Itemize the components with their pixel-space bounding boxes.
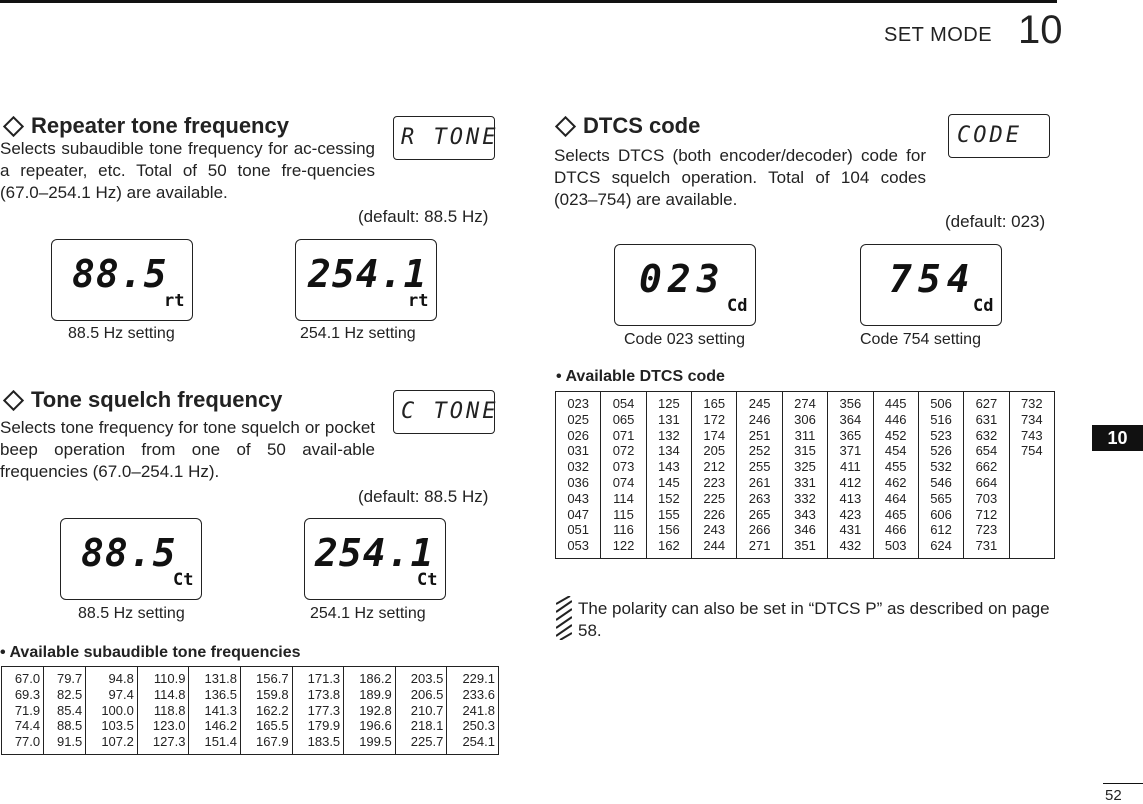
table-cell: 506: [930, 396, 952, 411]
table-cell: 244: [703, 538, 726, 554]
table-cell: 454: [884, 443, 907, 459]
table-cell: 192.8: [359, 702, 392, 718]
table-cell: 723: [975, 522, 998, 538]
table-cell: 364: [839, 411, 862, 427]
table-cell: 516: [930, 411, 952, 427]
table-column: [782, 392, 827, 559]
table-cell: 627: [975, 396, 998, 411]
chapter-tab: 10: [1092, 425, 1143, 451]
table-cell: 271: [748, 538, 771, 554]
table-column: [873, 392, 918, 559]
table-column: [918, 392, 963, 559]
table-cell: 107.2: [101, 734, 134, 750]
table-column: [44, 667, 86, 755]
lcd-caption: 254.1 Hz setting: [300, 325, 416, 342]
table-cell: 131.8: [204, 671, 238, 686]
table-cell: 462: [884, 474, 907, 490]
table-cell: 141.3: [204, 702, 238, 718]
tone-table-title: • Available subaudible tone frequencies: [0, 644, 301, 661]
table-cell: 465: [884, 506, 907, 522]
table-cell: 143: [658, 459, 680, 475]
table-cell: 159.8: [256, 686, 289, 702]
table-cell: 743: [1020, 427, 1043, 443]
table-cell: 136.5: [204, 686, 238, 702]
table-cell: 71.9: [14, 702, 41, 718]
table-cell: 165.5: [256, 718, 289, 734]
table-cell: 212: [703, 459, 726, 475]
table-cell: 134: [658, 443, 680, 459]
table-cell: 205: [703, 443, 726, 459]
table-cell: 654: [975, 443, 998, 459]
table-cell: 023: [567, 396, 590, 411]
table-cell: 026: [567, 427, 590, 443]
table-cell: 171.3: [307, 671, 341, 686]
table-cell: 243: [703, 522, 726, 538]
table-cell: 565: [930, 490, 952, 506]
table-cell: 206.5: [410, 686, 444, 702]
table-cell: 365: [839, 427, 862, 443]
table-cell: 156.7: [256, 671, 289, 686]
table-cell: 114: [613, 490, 634, 506]
table-cell: 315: [794, 443, 816, 459]
table-cell: 732: [1020, 396, 1043, 411]
lcd-display: 023 Cd: [614, 244, 756, 326]
table-cell: 072: [612, 443, 635, 459]
table-cell: 343: [794, 506, 816, 522]
table-cell: 146.2: [204, 718, 238, 734]
chapter-number: 10: [1018, 8, 1063, 52]
table-cell: 047: [567, 506, 590, 522]
table-cell: 254.1: [462, 734, 495, 750]
table-column: [1009, 392, 1054, 559]
lcd-display: 754 Cd: [860, 244, 1002, 326]
page-number: 52: [1105, 787, 1122, 804]
table-cell: 662: [975, 459, 998, 475]
lcd-caption: Code 023 setting: [624, 331, 745, 348]
repeater-tone-description: Selects subaudible tone frequency for ac-cessing a repeater, etc. Total of 50 tone fre-quencies (67.0–254.1 Hz) are available.: [0, 139, 375, 202]
table-cell: 226: [703, 506, 726, 522]
table-cell: 431: [839, 522, 862, 538]
table-cell: 532: [930, 459, 952, 475]
table-cell: 423: [839, 506, 862, 522]
tone-squelch-description: Selects tone frequency for tone squelch or pocket beep operation from one of 50 avail-able frequencies (67.0–254.1 Hz).: [0, 418, 375, 481]
table-column: [2, 667, 44, 755]
diamond-bullet-icon: [555, 116, 576, 137]
table-cell: 632: [975, 427, 998, 443]
table-cell: 031: [567, 443, 590, 459]
table-cell: 165: [703, 396, 726, 411]
table-cell: 97.4: [108, 686, 134, 702]
table-cell: 123.0: [152, 718, 186, 734]
table-cell: 179.9: [307, 718, 341, 734]
table-cell: 074: [612, 474, 635, 490]
table-cell: 233.6: [462, 686, 495, 702]
table-column: [692, 392, 737, 559]
table-cell: 032: [567, 459, 590, 475]
table-cell: 053: [567, 538, 590, 554]
table-cell: 255: [748, 459, 771, 475]
diamond-bullet-icon: [3, 116, 24, 137]
table-cell: 196.6: [359, 718, 392, 734]
table-cell: 132: [658, 427, 680, 443]
table-cell: 88.5: [56, 718, 83, 734]
table-cell: 210.7: [410, 702, 444, 718]
table-cell: 77.0: [14, 734, 41, 750]
page-rule: [1103, 783, 1143, 784]
table-cell: 172: [703, 411, 726, 427]
table-cell: 325: [794, 459, 816, 475]
table-cell: 455: [884, 459, 907, 475]
table-cell: 445: [884, 396, 907, 411]
dtcs-description: Selects DTCS (both encoder/decoder) code for DTCS squelch operation. Total of 104 codes (023–754) are available.: [554, 146, 926, 209]
table-cell: 218.1: [410, 718, 444, 734]
table-cell: 116: [613, 522, 634, 538]
lcd-caption: 88.5 Hz setting: [78, 605, 185, 622]
table-cell: 225: [703, 490, 726, 506]
table-cell: 241.8: [462, 702, 495, 718]
table-cell: 125: [658, 396, 680, 411]
table-cell: 346: [794, 522, 816, 538]
table-cell: 131: [658, 411, 680, 427]
table-cell: 043: [567, 490, 590, 506]
table-cell: 356: [839, 396, 862, 411]
table-cell: 103.5: [101, 718, 134, 734]
tone-frequency-table: [1, 666, 499, 755]
table-cell: 82.5: [56, 686, 83, 702]
table-cell: 79.7: [56, 671, 83, 686]
table-column: [646, 392, 691, 559]
table-cell: 155: [658, 506, 680, 522]
table-cell: 446: [884, 411, 907, 427]
table-cell: 266: [748, 522, 771, 538]
r-tone-display-chip: R TONE: [393, 116, 495, 160]
table-cell: 246: [748, 411, 771, 427]
table-cell: 351: [794, 538, 816, 554]
table-cell: 503: [884, 538, 907, 554]
table-cell: 250.3: [462, 718, 495, 734]
lcd-display: 88.5 Ct: [60, 518, 202, 600]
table-cell: 261: [748, 474, 771, 490]
table-cell: 145: [658, 474, 680, 490]
table-column: [241, 667, 293, 755]
table-cell: 251: [748, 427, 771, 443]
table-cell: 162: [658, 538, 680, 554]
table-cell: 127.3: [152, 734, 186, 750]
lcd-caption: 254.1 Hz setting: [310, 605, 426, 622]
table-cell: 100.0: [101, 702, 134, 718]
table-cell: 94.8: [108, 671, 134, 686]
table-cell: 156: [658, 522, 680, 538]
table-cell: 115: [613, 506, 634, 522]
table-cell: 754: [1020, 443, 1043, 459]
table-cell: 413: [839, 490, 862, 506]
table-cell: 67.0: [14, 671, 41, 686]
table-cell: 712: [975, 506, 998, 522]
table-cell: 252: [748, 443, 771, 459]
table-cell: 91.5: [56, 734, 83, 750]
table-cell: 631: [975, 411, 998, 427]
table-cell: 464: [884, 490, 907, 506]
table-column: [556, 392, 601, 559]
table-column: [189, 667, 241, 755]
table-cell: 162.2: [256, 702, 289, 718]
table-cell: 051: [567, 522, 590, 538]
table-cell: 85.4: [56, 702, 83, 718]
table-cell: 071: [612, 427, 635, 443]
table-cell: 412: [839, 474, 862, 490]
dtcs-code-table: [555, 391, 1055, 559]
table-cell: 466: [884, 522, 907, 538]
top-rule: [0, 0, 1057, 3]
table-cell: 036: [567, 474, 590, 490]
table-cell: 199.5: [359, 734, 392, 750]
dtcs-default: (default: 023): [945, 212, 1046, 231]
table-cell: 183.5: [307, 734, 341, 750]
table-cell: 624: [930, 538, 952, 554]
polarity-note: The polarity can also be set in “DTCS P” as described on page 58.: [578, 599, 1050, 640]
table-column: [828, 392, 873, 559]
table-cell: 225.7: [410, 734, 444, 750]
tone-squelch-default: (default: 88.5 Hz): [358, 487, 489, 506]
lcd-display: 254.1 Ct: [304, 518, 446, 600]
table-column: [137, 667, 189, 755]
table-cell: 606: [930, 506, 952, 522]
table-cell: 452: [884, 427, 907, 443]
table-column: [737, 392, 782, 559]
table-cell: 306: [794, 411, 816, 427]
tone-squelch-heading: Tone squelch frequency: [3, 387, 282, 413]
table-cell: 331: [794, 474, 816, 490]
diamond-bullet-icon: [3, 390, 24, 411]
table-cell: 122: [612, 538, 635, 554]
table-cell: 546: [930, 474, 952, 490]
table-column: [86, 667, 138, 755]
table-cell: 229.1: [462, 671, 495, 686]
table-column: [344, 667, 396, 755]
table-column: [447, 667, 499, 755]
repeater-tone-heading: Repeater tone frequency: [3, 113, 289, 139]
table-cell: 177.3: [307, 702, 341, 718]
table-cell: 174: [703, 427, 726, 443]
table-cell: 612: [930, 522, 952, 538]
table-cell: 332: [794, 490, 816, 506]
lcd-caption: Code 754 setting: [860, 331, 981, 348]
lcd-caption: 88.5 Hz setting: [68, 325, 175, 342]
table-cell: 274: [794, 396, 816, 411]
lcd-display: 254.1 rt: [295, 239, 437, 321]
table-cell: 189.9: [359, 686, 392, 702]
table-cell: 69.3: [14, 686, 41, 702]
dtcs-heading: DTCS code: [555, 113, 700, 139]
table-cell: 173.8: [307, 686, 341, 702]
table-cell: 74.4: [14, 718, 41, 734]
table-column: [601, 392, 646, 559]
table-cell: 371: [839, 443, 862, 459]
table-cell: 263: [748, 490, 771, 506]
table-cell: 203.5: [410, 671, 444, 686]
table-cell: 265: [748, 506, 771, 522]
dtcs-table-title: • Available DTCS code: [556, 368, 725, 385]
table-cell: 110.9: [153, 671, 186, 686]
note-hatch-icon: [556, 596, 572, 640]
c-tone-display-chip: C TONE: [393, 390, 495, 434]
repeater-tone-default: (default: 88.5 Hz): [358, 207, 489, 226]
table-cell: 151.4: [204, 734, 238, 750]
table-cell: 734: [1020, 411, 1043, 427]
table-cell: 223: [703, 474, 726, 490]
table-cell: 065: [612, 411, 635, 427]
table-cell: 731: [975, 538, 998, 554]
table-cell: 245: [748, 396, 771, 411]
table-cell: 411: [839, 459, 861, 475]
table-cell: 703: [975, 490, 998, 506]
table-cell: 054: [612, 396, 635, 411]
code-display-chip: CODE: [948, 114, 1050, 158]
table-cell: 167.9: [256, 734, 289, 750]
table-cell: 186.2: [359, 671, 392, 686]
table-cell: 073: [612, 459, 635, 475]
table-cell: 025: [567, 411, 590, 427]
section-title: SET MODE: [884, 24, 993, 46]
table-cell: 118.8: [153, 702, 186, 718]
table-column: [395, 667, 447, 755]
table-cell: 311: [794, 427, 816, 443]
table-column: [964, 392, 1009, 559]
table-cell: 526: [930, 443, 952, 459]
table-cell: 432: [839, 538, 862, 554]
table-cell: 523: [930, 427, 952, 443]
table-cell: 152: [658, 490, 680, 506]
lcd-display: 88.5 rt: [51, 239, 193, 321]
table-column: [292, 667, 344, 755]
table-cell: 114.8: [153, 686, 186, 702]
table-cell: 664: [975, 474, 998, 490]
